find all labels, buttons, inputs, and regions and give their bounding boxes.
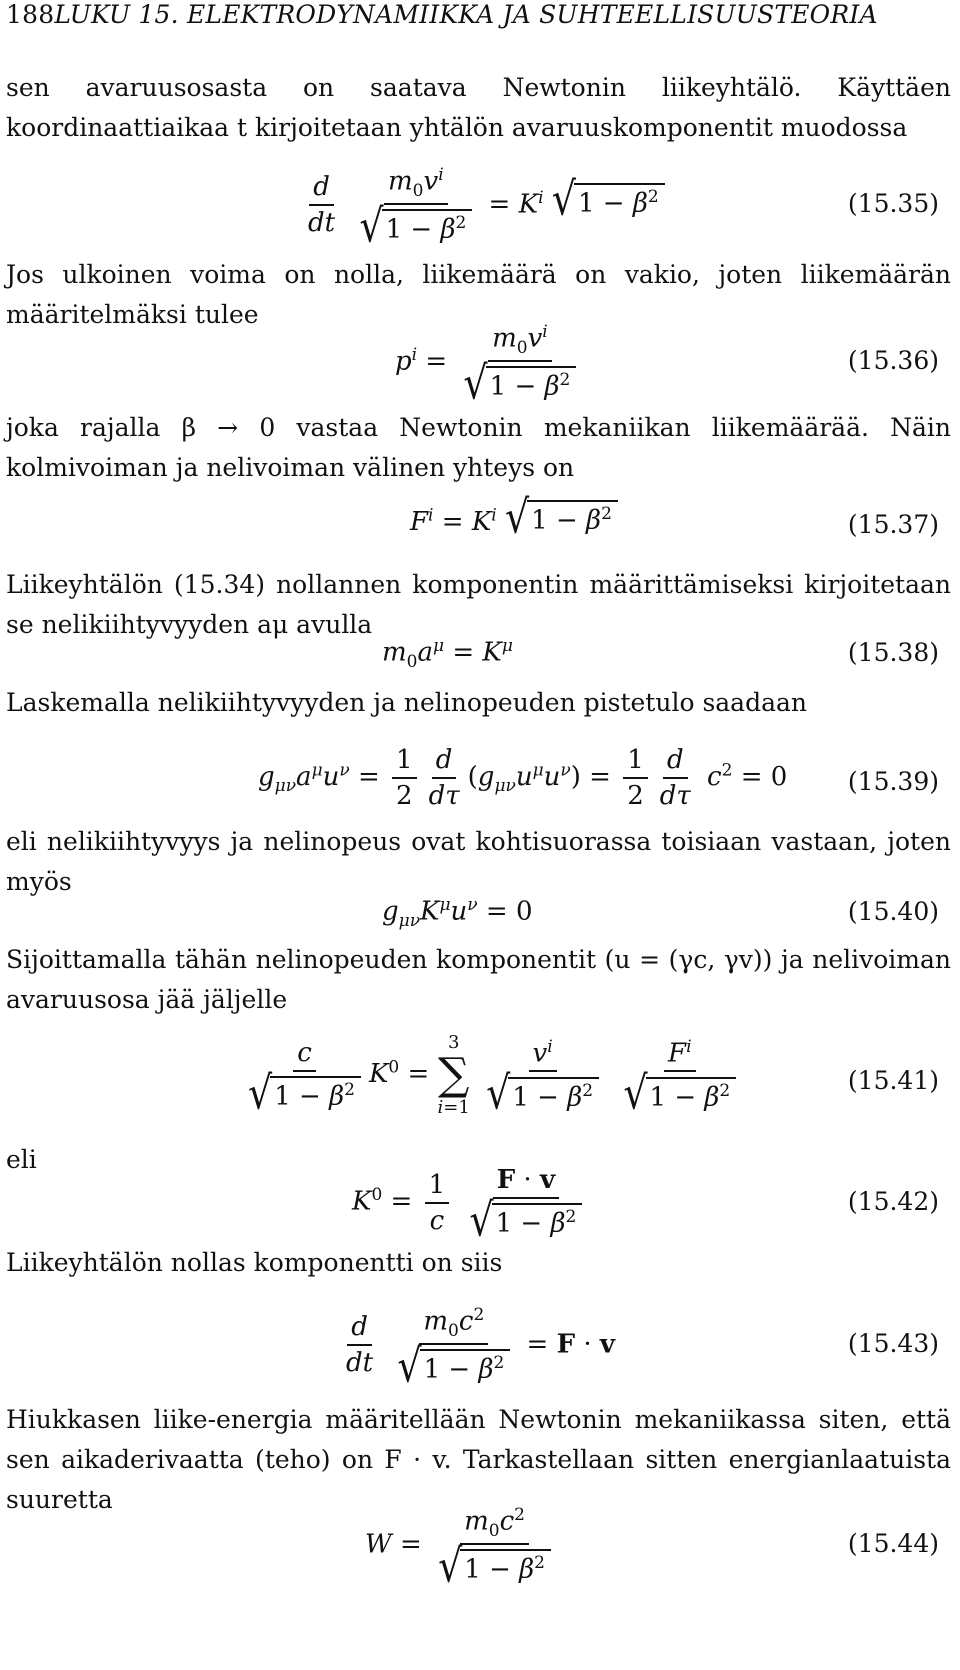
equation-number: (15.38) [847, 638, 939, 667]
paragraph-6: eli nelikiihtyvyys ja nelinopeus ovat kohtisuorassa toisiaan vastaan, joten myös [6, 827, 951, 896]
equation-body: $\frac{d}{dt}$ $m_0v^i$ √ $1 - \beta^2$ = $K^i$ √ $1 - \beta^2$ [300, 165, 665, 246]
equation-body: $\frac{d}{dt}$ $m_0c^2$ √ $1 - \beta^2$ = F · v [346, 1305, 615, 1393]
equation-number: (15.44) [847, 1529, 939, 1558]
equation-number: (15.43) [847, 1329, 939, 1358]
paragraph-10: Hiukkasen liike-energia määritellään Newtonin mekaniikassa siten, että sen aikaderivaatta (teho) on F · v. Tarkastellaan sitten energianlaatuista suuretta [6, 1405, 951, 1514]
equation-number: (15.36) [847, 346, 939, 375]
paragraph-9: Liikeyhtälön nollas komponentti on siis [6, 1248, 503, 1277]
equation-body: $F^i = K^i$ √ $1 - \beta^2$ [410, 498, 618, 537]
equation-body: $p^i$ = $m_0v^i$ √ $1 - \beta^2$ [395, 322, 584, 403]
equation-15-44 [0, 1505, 945, 1605]
equation-number: (15.35) [847, 189, 939, 218]
equation-number: (15.42) [847, 1187, 939, 1216]
equation-15-36 [0, 322, 945, 422]
equation-body: $g_{\mu\nu}K^\mu u^\nu = 0$ [382, 895, 533, 931]
equation-number: (15.41) [847, 1066, 939, 1095]
equation-body: c √ $1 - \beta^2$ $K^0$ = 3 ∑ i=1 $v^i$ √ $1 - \beta^2$ $F^i$ √ $1 - \beta^2$ [240, 1032, 744, 1118]
paragraph-7: Sijoittamalla tähän nelinopeuden komponentit (u = (γc, γv)) ja nelivoiman avaruusosa jää jäljelle [6, 945, 951, 1014]
equation-number: (15.40) [847, 897, 939, 926]
equation-15-41 [0, 1032, 945, 1152]
equation-body: $g_{\mu\nu}a^\mu u^\nu$ = $\frac{1}{2}$ $\frac{d}{d\tau}$ $(g_{\mu\nu}u^\mu u^\nu)$ = $\frac{1}{2}$ $\frac{d}{d\tau}$ $c^2 = 0$ [258, 745, 788, 811]
equation-body: W = $m_0c^2$ √ $1 - \beta^2$ [365, 1505, 559, 1586]
paragraph-1: sen avaruusosasta on saatava Newtonin liikeyhtälö. Käyttäen koordinaattiaikaa t kirjoitetaan yhtälön avaruuskomponentit muodossa [6, 73, 951, 142]
paragraph-5: Laskemalla nelikiihtyvyyden ja nelinopeuden pistetulo saadaan [6, 688, 808, 717]
equation-body: $K^0$ = $\frac{1}{c}$ F · v √ $1 - \beta^2$ [352, 1165, 590, 1240]
equation-15-43 [0, 1305, 945, 1405]
equation-body: $m_0a^\mu = K^\mu$ [382, 636, 513, 672]
page-number: 188 [6, 0, 55, 29]
paragraph-2: Jos ulkoinen voima on nolla, liikemäärä on vakio, joten liikemäärän määritelmäksi tulee [6, 260, 951, 329]
paragraph-3: joka rajalla β → 0 vastaa Newtonin mekaniikan liikemäärää. Näin kolmivoiman ja nelivoiman välinen yhteys on [6, 413, 951, 482]
equation-15-35 [0, 165, 945, 265]
paragraph-8: eli [6, 1145, 37, 1174]
running-header [6, 0, 878, 29]
equation-number: (15.39) [847, 767, 939, 796]
chapter-title: LUKU 15. ELEKTRODYNAMIIKKA JA SUHTEELLISUUSTEORIA [54, 0, 878, 29]
paragraph-4: Liikeyhtälön (15.34) nollannen komponentin määrittämiseksi kirjoitetaan se nelikiihtyvyyden aμ avulla [6, 570, 951, 639]
equation-number: (15.37) [847, 510, 939, 539]
